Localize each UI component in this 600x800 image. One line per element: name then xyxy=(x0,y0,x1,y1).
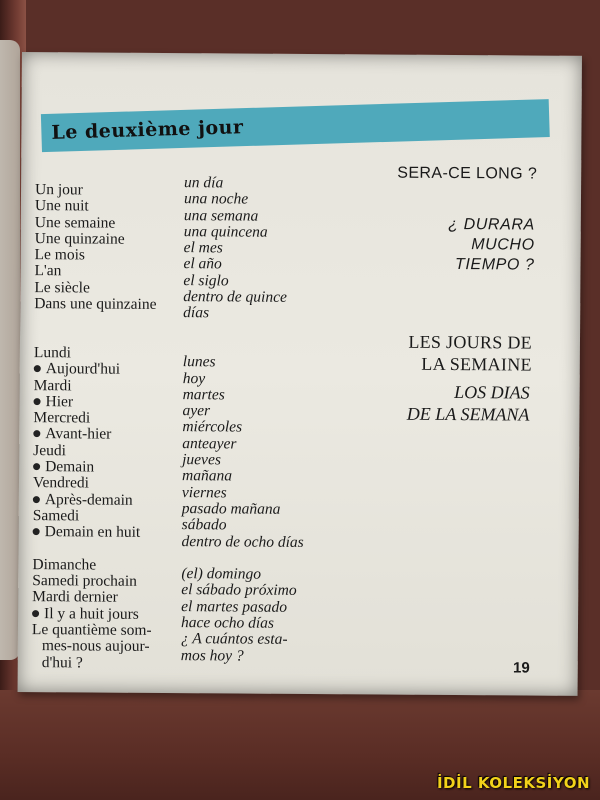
french-word: Un jour xyxy=(34,181,83,199)
french-word-row xyxy=(33,524,155,541)
french-word: Mardi xyxy=(33,376,72,394)
heading-les-jours-de-la-semaine xyxy=(408,331,532,376)
spanish-word: dentro de ocho días xyxy=(181,532,304,551)
spanish-word: ¿ A cuántos esta- xyxy=(180,630,288,649)
bullet-icon xyxy=(33,528,40,535)
french-vocabulary-column xyxy=(32,182,158,672)
spanish-word: mos hoy ? xyxy=(180,646,244,665)
french-word: Samedi prochain xyxy=(32,572,137,590)
spanish-word: el siglo xyxy=(183,271,229,290)
title-band xyxy=(41,99,550,152)
spanish-vocabulary-column xyxy=(181,175,307,665)
french-word: Demain en huit xyxy=(44,523,141,542)
french-word-row xyxy=(34,296,156,313)
left-page-edge xyxy=(0,40,20,660)
heading-line: LES JOURS DE xyxy=(408,331,533,353)
french-word-row xyxy=(32,655,154,672)
spanish-word: ayer xyxy=(182,402,211,420)
spanish-word: días xyxy=(183,304,210,322)
book-page xyxy=(18,52,582,696)
spanish-word: una noche xyxy=(183,190,249,208)
spanish-word: sábado xyxy=(181,516,227,534)
french-word: Vendredi xyxy=(32,474,90,492)
spanish-word: pasado mañana xyxy=(181,500,281,518)
bullet-icon xyxy=(32,610,39,617)
spanish-word: miércoles xyxy=(182,418,243,436)
spanish-word: una quincena xyxy=(183,223,268,241)
french-word: Avant-hier xyxy=(45,425,112,444)
spanish-word: un día xyxy=(184,174,224,192)
heading-line: DE LA SEMANA xyxy=(406,403,530,425)
french-word: L'an xyxy=(34,262,62,280)
french-word: Il y a huit jours xyxy=(44,604,139,623)
spanish-word: el sábado próximo xyxy=(181,581,297,600)
french-word: Samedi xyxy=(32,507,80,525)
spanish-word: martes xyxy=(182,385,225,404)
heading-line: LA SEMAINE xyxy=(421,353,532,375)
french-word: Une semaine xyxy=(34,213,116,232)
spanish-word: mañana xyxy=(181,467,233,485)
spanish-word: hace ocho días xyxy=(180,614,275,632)
french-word: Dans une quinzaine xyxy=(34,295,157,314)
spanish-word: (el) domingo xyxy=(181,565,262,583)
french-word: Dimanche xyxy=(32,555,97,574)
french-word-row xyxy=(34,312,156,329)
bullet-icon xyxy=(33,496,40,503)
french-word: d'hui ? xyxy=(41,653,83,672)
bullet-icon xyxy=(34,365,41,372)
watermark: İDİL KOLEKSİYON xyxy=(436,774,590,792)
french-word: Une quinzaine xyxy=(34,229,125,248)
page-title: Le deuxième jour xyxy=(51,116,244,144)
french-word: Mercredi xyxy=(33,409,91,427)
french-word: Le mois xyxy=(34,246,86,264)
bullet-icon xyxy=(33,430,40,437)
french-word: Lundi xyxy=(33,344,71,362)
french-word: Mardi dernier xyxy=(32,588,118,607)
spanish-word: jueves xyxy=(182,451,221,469)
heading-sera-ce-long: SERA-CE LONG ? xyxy=(397,164,538,183)
bullet-icon xyxy=(34,398,41,405)
french-word: Jeudi xyxy=(33,441,66,460)
french-word: Une nuit xyxy=(34,197,89,215)
french-word: Après-demain xyxy=(44,490,133,509)
page-number: 19 xyxy=(512,659,530,677)
heading-line: MUCHO xyxy=(471,236,535,254)
spanish-word xyxy=(183,322,305,339)
heading-line: ¿ DURARA xyxy=(448,215,535,234)
french-word: mes-nous aujour- xyxy=(41,637,150,656)
spanish-word: una semana xyxy=(183,206,259,225)
heading-line: TIEMPO ? xyxy=(454,256,535,274)
spanish-word: dentro de quince xyxy=(183,288,287,306)
french-word: Le quantième som- xyxy=(31,621,152,639)
french-word: Le siècle xyxy=(34,278,90,297)
spanish-word: viernes xyxy=(181,483,227,502)
bullet-icon xyxy=(33,463,40,470)
spanish-word: anteayer xyxy=(182,434,237,453)
heading-durara-mucho-tiempo xyxy=(448,215,535,276)
french-word: Demain xyxy=(45,458,95,476)
heading-line: LOS DIAS xyxy=(454,382,530,403)
spanish-word: el mes xyxy=(183,239,223,257)
spanish-word: lunes xyxy=(182,353,216,371)
heading-los-dias-de-la-semana xyxy=(407,381,530,426)
french-word: Aujourd'hui xyxy=(45,360,121,378)
spanish-word: el martes pasado xyxy=(181,597,288,616)
french-word: Hier xyxy=(45,393,74,411)
spanish-word: hoy xyxy=(182,369,206,387)
spanish-word: el año xyxy=(183,255,222,273)
